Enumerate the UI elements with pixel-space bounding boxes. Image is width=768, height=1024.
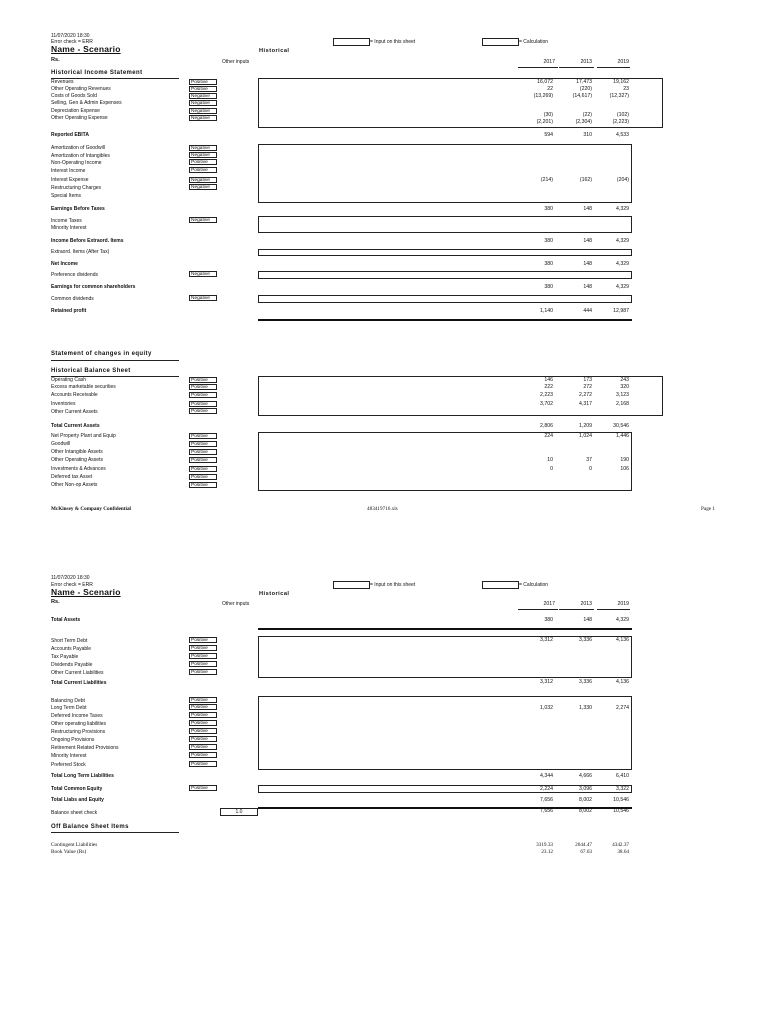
input-legend-swatch [333, 38, 370, 46]
row-label: Short Term Debt [51, 638, 88, 644]
value-cell: 4,533 [616, 132, 629, 138]
sign-field[interactable]: Negative [189, 93, 217, 99]
sign-field[interactable]: Positive [189, 653, 217, 659]
row-label: Deferred tax Asset [51, 474, 93, 480]
value-cell: 4,329 [616, 206, 629, 212]
row-label: Amortization of Intangibles [51, 153, 110, 159]
value-cell: 3,312 [540, 637, 553, 643]
value-cell: 0 [550, 466, 553, 472]
value-cell: (14,617) [572, 93, 592, 99]
timestamp: 11/07/2020 18:30 [51, 33, 90, 39]
value-cell: (214) [540, 177, 553, 183]
sign-field[interactable]: Positive [189, 433, 217, 439]
value-cell: 380 [544, 238, 553, 244]
sign-field[interactable]: Positive [189, 744, 217, 750]
value-cell: 222 [544, 384, 553, 390]
contingent-label: Contingent Liabilities [51, 842, 98, 848]
input-legend-swatch [333, 581, 370, 589]
row-label: Net Property Plant and Equip [51, 433, 116, 439]
sign-field[interactable]: Positive [189, 159, 217, 165]
value-cell: (2,223) [612, 119, 629, 125]
pref-div-input-box [258, 271, 632, 279]
equity-title: Statement of changes in equity [51, 351, 152, 357]
value-cell: 594 [544, 132, 553, 138]
extraord-input-box [258, 249, 632, 256]
sign-field[interactable]: Positive [189, 449, 217, 455]
value-cell: (12,327) [609, 93, 629, 99]
value-cell: 4,329 [616, 617, 629, 623]
value-cell: 148 [583, 206, 592, 212]
row-label: Other Operating Expense [51, 115, 108, 121]
year-col-1: 2017 [543, 601, 555, 607]
sign-field[interactable]: Positive [189, 761, 217, 767]
ibei-label: Income Before Extraord. Items [51, 238, 124, 244]
value-cell: 148 [583, 284, 592, 290]
row-label: Other Current Assets [51, 409, 98, 415]
total-lt-liab-label: Total Long Term Liabilities [51, 773, 114, 779]
sign-field[interactable]: Positive [189, 661, 217, 667]
row-label: Minority Interest [51, 753, 87, 759]
row-label: Revenues [51, 79, 74, 85]
sign-field[interactable]: Positive [189, 728, 217, 734]
value-cell: 3,702 [540, 401, 553, 407]
sign-field[interactable]: Positive [189, 167, 217, 173]
value-cell: 380 [544, 261, 553, 267]
row-label: Restructuring Charges [51, 185, 102, 191]
sign-field[interactable]: Positive [189, 86, 217, 92]
row-label: Income Taxes [51, 218, 82, 224]
row-label: Accounts Receivable [51, 392, 98, 398]
value-cell: 3,322 [616, 786, 629, 792]
value-cell: 19,162 [613, 79, 629, 85]
timestamp: 11/07/2020 18:30 [51, 575, 90, 581]
row-label: Amortization of Goodwill [51, 145, 105, 151]
row-label: Other Operating Assets [51, 457, 103, 463]
sign-field[interactable]: Negative [189, 295, 217, 301]
value-cell: 22 [547, 86, 553, 92]
value-cell: 10,546 [613, 808, 629, 814]
value-cell: 3,312 [540, 679, 553, 685]
value-cell: 4,344 [540, 773, 553, 779]
reported-ebita-label: Reported EBITA [51, 132, 89, 138]
row-label: Extraord. Items (After Tax) [51, 249, 110, 255]
sign-field[interactable]: Positive [189, 697, 217, 703]
value-cell: 3,096 [579, 786, 592, 792]
value-cell: 4,136 [616, 679, 629, 685]
row-label: Interest Income [51, 168, 86, 174]
sign-field[interactable]: Positive [189, 401, 217, 407]
row-label: Other operating liabilities [51, 721, 107, 727]
value-cell: 4,666 [579, 773, 592, 779]
row-label: Other Non-op Assets [51, 482, 98, 488]
value-cell: (2,304) [575, 119, 592, 125]
row-label: Other Operating Revenues [51, 86, 111, 92]
value-cell: 4,136 [616, 637, 629, 643]
sign-field[interactable]: Positive [189, 720, 217, 726]
currency-label: Rs. [51, 599, 60, 605]
balance-check-value: 1.0 [220, 808, 258, 816]
sign-field[interactable]: Positive [189, 645, 217, 651]
value-cell: 3,336 [579, 637, 592, 643]
calc-legend-label: = Calculation [519, 582, 549, 588]
total-current-assets-label: Total Current Assets [51, 423, 100, 429]
value-cell: 243 [620, 377, 629, 383]
value-cell: 1,032 [540, 705, 553, 711]
value-cell: 10,546 [613, 797, 629, 803]
value-cell: 4,329 [616, 238, 629, 244]
value-cell: 7,656 [540, 808, 553, 814]
sign-field[interactable]: Negative [189, 145, 217, 151]
name-scenario: Name - Scenario [51, 44, 121, 54]
row-label: Excess marketable securities [51, 384, 116, 390]
sign-field[interactable]: Positive [189, 712, 217, 718]
value-cell: 23 [623, 86, 629, 92]
sign-field[interactable]: Negative [189, 184, 217, 190]
value-cell: 3,336 [579, 679, 592, 685]
row-label: Other Current Liabilities [51, 670, 104, 676]
row-label: Interest Expense [51, 177, 89, 183]
value-cell: 1,209 [579, 423, 592, 429]
total-current-liab-label: Total Current Liabilities [51, 680, 107, 686]
error-check: Error check = ERR [51, 582, 93, 588]
value-cell: (2,201) [536, 119, 553, 125]
value-cell: (13,269) [533, 93, 553, 99]
off-balance-title: Off Balance Sheet Items [51, 824, 129, 830]
sign-field[interactable]: Negative [189, 108, 217, 114]
sign-field[interactable]: Negative [189, 100, 217, 106]
total-liabs-equity-label: Total Liabs and Equity [51, 797, 104, 803]
error-check: Error check = ERR [51, 39, 93, 45]
value-cell: 4,317 [579, 401, 592, 407]
row-label: Dividends Payable [51, 662, 93, 668]
year-col-2: 2013 [580, 601, 592, 607]
sign-field[interactable]: Negative [189, 217, 217, 223]
value-cell: 16,072 [537, 79, 553, 85]
sign-field[interactable]: Negative [189, 177, 217, 183]
footer-confidential: McKinsey & Company Confidential [51, 506, 131, 512]
sign-field[interactable]: Positive [189, 785, 217, 791]
value-cell: 148 [583, 261, 592, 267]
value-cell: (162) [579, 177, 592, 183]
value-cell: 67.63 [580, 849, 592, 855]
sign-field[interactable]: Positive [189, 704, 217, 710]
value-cell: (204) [616, 177, 629, 183]
calc-legend-swatch [482, 38, 519, 46]
value-cell: 0 [589, 466, 592, 472]
other-inputs-label: Other inputs [222, 59, 250, 65]
sign-field[interactable]: Positive [189, 384, 217, 390]
value-cell: 37 [586, 457, 592, 463]
value-cell: 2,223 [540, 392, 553, 398]
row-label: Preference dividends [51, 272, 98, 278]
book-value-label: Book Value (Rs) [51, 849, 87, 855]
balance-sheet-title: Historical Balance Sheet [51, 368, 131, 374]
common-earnings-label: Earnings for common shareholders [51, 284, 136, 290]
value-cell: 1,446 [616, 433, 629, 439]
value-cell: 17,473 [576, 79, 592, 85]
value-cell: 2,806 [540, 423, 553, 429]
value-cell: (220) [579, 86, 592, 92]
value-cell: 4,329 [616, 284, 629, 290]
row-label: Ongoing Provisions [51, 737, 95, 743]
value-cell: 4342.37 [612, 842, 629, 848]
sign-field[interactable]: Positive [189, 79, 217, 85]
value-cell: 12,987 [613, 308, 629, 314]
historical-label: Historical [259, 591, 290, 597]
row-label: Operating Cash [51, 377, 87, 383]
year-col-3: 2019 [617, 59, 629, 65]
balance-check-label: Balance sheet check [51, 810, 98, 816]
value-cell: 38.64 [617, 849, 629, 855]
row-label: Restructuring Provisions [51, 729, 106, 735]
value-cell: 3319.33 [536, 842, 553, 848]
value-cell: (30) [543, 112, 553, 118]
taxes-input-box [258, 216, 632, 233]
sign-field[interactable]: Negative [189, 152, 217, 158]
calc-legend-swatch [482, 581, 519, 589]
value-cell: 380 [544, 617, 553, 623]
value-cell: 320 [620, 384, 629, 390]
other-inputs-label: Other inputs [222, 601, 250, 607]
row-label: Costs of Goods Sold [51, 93, 97, 99]
input-legend-label: = Input on this sheet [370, 39, 416, 45]
sign-field[interactable]: Positive [189, 736, 217, 742]
value-cell: 1,140 [540, 308, 553, 314]
row-label: Other Intangible Assets [51, 449, 103, 455]
value-cell: 23.12 [541, 849, 553, 855]
row-label: Accounts Payable [51, 646, 92, 652]
sign-field[interactable]: Positive [189, 669, 217, 675]
value-cell: 2,224 [540, 786, 553, 792]
row-label: Minority Interest [51, 225, 87, 231]
income-statement-title: Historical Income Statement [51, 70, 143, 76]
row-label: Selling, Gen & Admin Expenses [51, 100, 122, 106]
value-cell: 310 [583, 132, 592, 138]
row-label: Non-Operating Income [51, 160, 102, 166]
row-label: Common dividends [51, 296, 94, 302]
value-cell: 10 [547, 457, 553, 463]
sign-field[interactable]: Negative [189, 115, 217, 121]
year-col-3: 2019 [617, 601, 629, 607]
sign-field[interactable]: Positive [189, 377, 217, 383]
value-cell: 2,168 [616, 401, 629, 407]
value-cell: 3,123 [616, 392, 629, 398]
calc-legend-label: = Calculation [519, 39, 549, 45]
row-label: Balancing Debt [51, 698, 85, 704]
row-label: Special Items [51, 193, 82, 199]
row-label: Goodwill [51, 441, 71, 447]
value-cell: 2,274 [616, 705, 629, 711]
value-cell: 380 [544, 206, 553, 212]
value-cell: 148 [583, 617, 592, 623]
sign-field[interactable]: Positive [189, 752, 217, 758]
currency-label: Rs. [51, 57, 60, 63]
row-label: Investments & Advances [51, 466, 106, 472]
row-label: Tax Payable [51, 654, 79, 660]
common-div-input-box [258, 295, 632, 303]
sign-field[interactable]: Negative [189, 271, 217, 277]
sign-field[interactable]: Positive [189, 637, 217, 643]
row-label: Deferred Income Taxes [51, 713, 103, 719]
value-cell: 8,002 [579, 797, 592, 803]
row-label: Inventories [51, 401, 76, 407]
common-equity-label: Total Common Equity [51, 786, 103, 792]
value-cell: 444 [583, 308, 592, 314]
sign-field[interactable]: Positive [189, 441, 217, 447]
value-cell: 8,002 [579, 808, 592, 814]
value-cell: 2044.47 [575, 842, 592, 848]
value-cell: 1,024 [579, 433, 592, 439]
value-cell: 146 [544, 377, 553, 383]
retained-profit-label: Retained profit [51, 308, 87, 314]
year-col-2: 2013 [580, 59, 592, 65]
value-cell: 4,329 [616, 261, 629, 267]
value-cell: 1,330 [579, 705, 592, 711]
value-cell: 106 [620, 466, 629, 472]
value-cell: (22) [582, 112, 592, 118]
value-cell: (102) [616, 112, 629, 118]
sign-field[interactable]: Positive [189, 408, 217, 414]
value-cell: 30,546 [613, 423, 629, 429]
footer-filename: 483419716.xls [367, 506, 398, 512]
footer-page: Page 1 [701, 506, 715, 512]
row-label: Depreciation Expense [51, 108, 100, 114]
value-cell: 224 [544, 433, 553, 439]
ebt-label: Earnings Before Taxes [51, 206, 105, 212]
sign-field[interactable]: Positive [189, 392, 217, 398]
historical-label: Historical [259, 48, 290, 54]
sign-field[interactable]: Positive [189, 474, 217, 480]
ebita-input-box [258, 144, 632, 203]
row-label: Preferred Stock [51, 762, 86, 768]
value-cell: 380 [544, 284, 553, 290]
value-cell: 148 [583, 238, 592, 244]
value-cell: 190 [620, 457, 629, 463]
sign-field[interactable]: Positive [189, 482, 217, 488]
input-legend-label: = Input on this sheet [370, 582, 416, 588]
row-label: Long Term Debt [51, 705, 87, 711]
row-label: Retirement Related Provisions [51, 745, 119, 751]
year-col-1: 2017 [543, 59, 555, 65]
total-assets-label: Total Assets [51, 617, 81, 623]
value-cell: 173 [583, 377, 592, 383]
sign-field[interactable]: Positive [189, 466, 217, 472]
name-scenario: Name - Scenario [51, 587, 121, 597]
value-cell: 272 [583, 384, 592, 390]
value-cell: 6,410 [616, 773, 629, 779]
value-cell: 2,272 [579, 392, 592, 398]
value-cell: 7,656 [540, 797, 553, 803]
net-income-label: Net Income [51, 261, 78, 267]
sign-field[interactable]: Positive [189, 457, 217, 463]
